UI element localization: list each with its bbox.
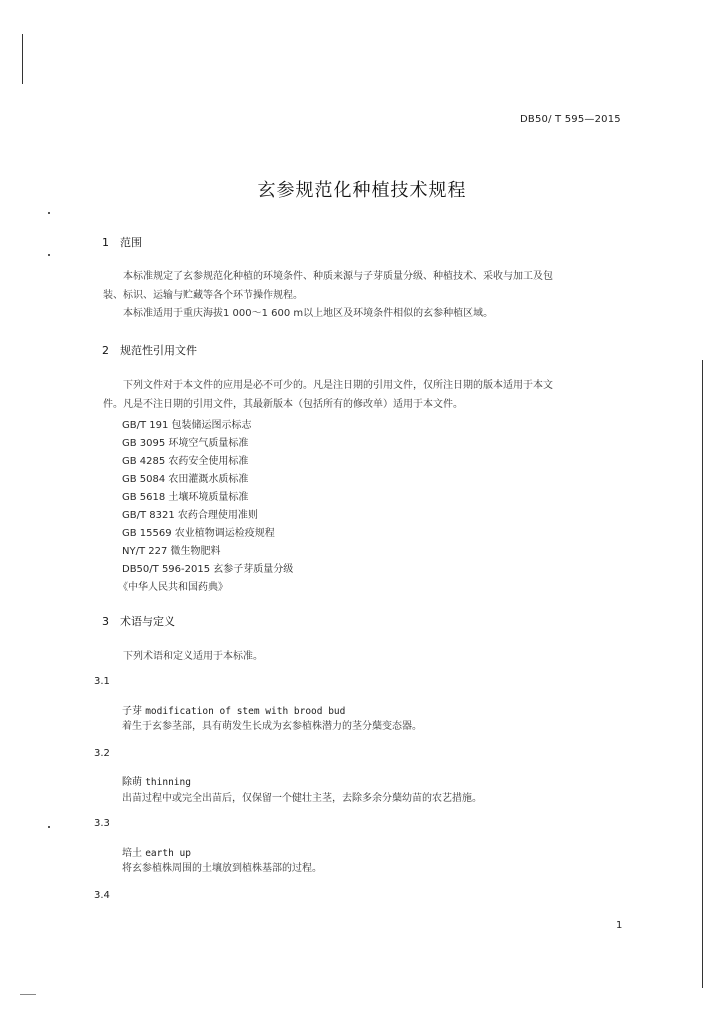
term-chinese: 除萌 (122, 777, 142, 788)
scan-edge-line-right (702, 360, 703, 988)
reference-item: GB 3095 环境空气质量标准 (122, 438, 249, 449)
scope-paragraph-line2: 装、标识、运输与贮藏等各个环节操作规程。 (103, 290, 303, 301)
term-chinese: 子芽 (122, 706, 142, 717)
scope-paragraph-line1: 本标准规定了玄参规范化种植的环境条件、种质来源与子芽质量分级、种植技术、采收与加工及包 (123, 271, 553, 282)
term-number: 3.3 (94, 818, 110, 829)
reference-item: 《中华人民共和国药典》 (118, 582, 228, 593)
term-english: earth up (145, 848, 191, 859)
section-title: 范围 (120, 236, 142, 249)
term-number: 3.4 (94, 890, 110, 901)
scan-mark-bottom-left (20, 994, 36, 995)
term-definition: 将玄参植株周围的土壤放到植株基部的过程。 (122, 863, 322, 874)
section-number: 1 (102, 236, 109, 249)
reference-item: GB/T 8321 农药合理使用准则 (122, 510, 258, 521)
term-number: 3.1 (94, 676, 110, 687)
term-chinese: 培土 (122, 848, 142, 859)
reference-item: DB50/T 596-2015 玄参子芽质量分级 (122, 564, 294, 575)
term-definition: 出苗过程中或完全出苗后，仅保留一个健壮主茎，去除多余分蘖幼苗的农艺措施。 (122, 793, 482, 804)
section-title: 规范性引用文件 (120, 344, 197, 357)
section-number: 3 (102, 615, 109, 628)
section-heading-2 (102, 342, 197, 358)
term-heading (122, 844, 191, 859)
scan-dot (48, 254, 50, 256)
section-heading-1 (102, 234, 142, 250)
scan-edge-line-top-left (22, 34, 23, 84)
scan-dot (48, 212, 50, 214)
term-heading (122, 702, 345, 717)
terms-intro: 下列术语和定义适用于本标准。 (123, 651, 263, 662)
term-heading (122, 773, 191, 788)
reference-item: GB/T 191 包装储运图示标志 (122, 420, 252, 431)
reference-item: GB 5084 农田灌溉水质标准 (122, 474, 249, 485)
scan-dot (48, 826, 50, 828)
scope-applicability: 本标准适用于重庆海拔1 000～1 600 m以上地区及环境条件相似的玄参种植区域。 (123, 308, 494, 319)
reference-item: GB 15569 农业植物调运检疫规程 (122, 528, 275, 539)
reference-item: NY/T 227 微生物肥料 (122, 546, 221, 557)
document-code: DB50/ T 595—2015 (520, 114, 621, 125)
term-english: thinning (145, 777, 191, 788)
section-title: 术语与定义 (120, 615, 175, 628)
term-definition: 着生于玄参茎部，具有萌发生长成为玄参植株潜力的茎分蘖变态器。 (122, 721, 422, 732)
document-title: 玄参规范化种植技术规程 (257, 180, 467, 201)
reference-item: GB 4285 农药安全使用标准 (122, 456, 249, 467)
term-number: 3.2 (94, 748, 110, 759)
page-number: 1 (616, 920, 623, 931)
reference-item: GB 5618 土壤环境质量标准 (122, 492, 249, 503)
section-number: 2 (102, 344, 109, 357)
references-paragraph-line2: 件。凡是不注日期的引用文件，其最新版本（包括所有的修改单）适用于本文件。 (103, 399, 463, 410)
references-paragraph-line1: 下列文件对于本文件的应用是必不可少的。凡是注日期的引用文件，仅所注日期的版本适用于本文 (123, 380, 553, 391)
term-english: modification of stem with brood bud (145, 706, 346, 717)
section-heading-3 (102, 613, 175, 629)
